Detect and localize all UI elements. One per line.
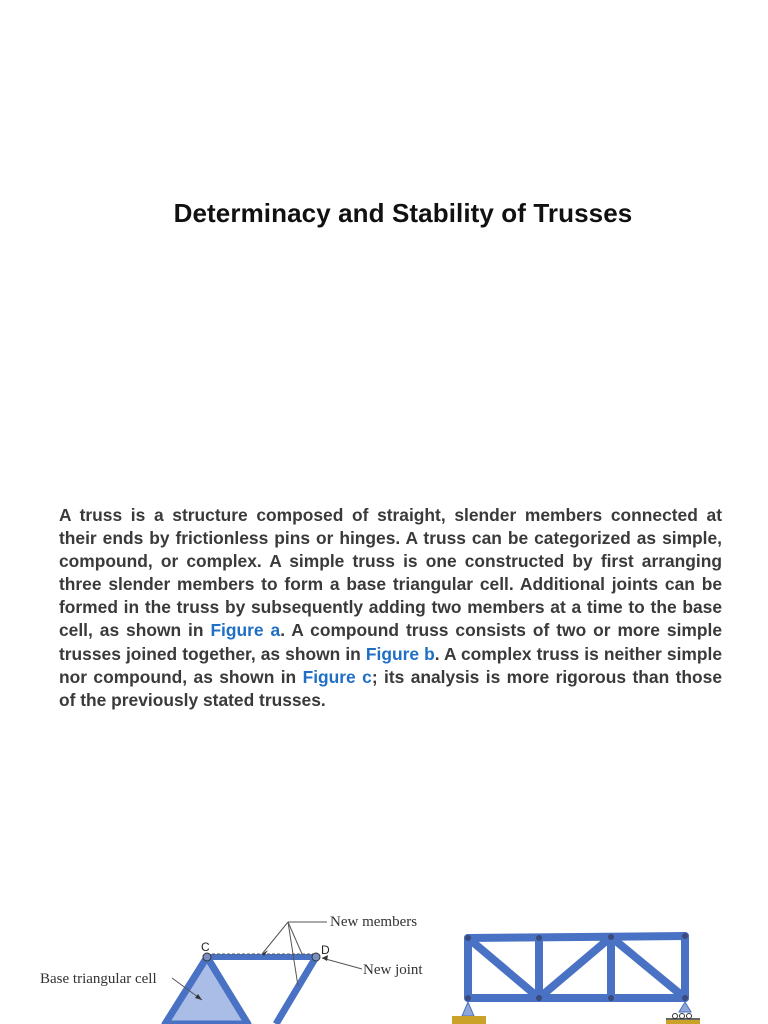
joint xyxy=(536,995,542,1001)
new-member-diagonal xyxy=(276,957,316,1024)
figure-b-compound-truss xyxy=(440,920,710,1024)
support-base xyxy=(666,1020,700,1024)
joint xyxy=(682,995,688,1001)
base-triangular-cell xyxy=(165,957,248,1024)
label-c: C xyxy=(201,940,210,954)
label-new-joint: New joint xyxy=(363,962,423,978)
paragraph-text-3: . A complex truss is neither simple nor compound, as shown in xyxy=(59,643,722,687)
joint xyxy=(465,935,471,941)
diagonal-member xyxy=(539,937,611,998)
figure-a-simple-truss xyxy=(30,900,440,1024)
figure-a-link[interactable]: Figure a xyxy=(210,620,281,641)
label-new-members: New members xyxy=(330,914,418,930)
leader-line xyxy=(322,958,362,969)
leader-line xyxy=(262,922,288,954)
pin-support xyxy=(462,1002,474,1016)
diagonal-member xyxy=(468,938,539,998)
roller xyxy=(673,1014,678,1019)
joint xyxy=(536,935,542,941)
joint xyxy=(682,933,688,939)
roller xyxy=(680,1014,685,1019)
support-base xyxy=(452,1016,486,1024)
label-d: D xyxy=(321,943,330,957)
joint-d xyxy=(312,953,320,961)
figure-b-link[interactable]: Figure b xyxy=(365,643,435,664)
joint xyxy=(608,995,614,1001)
paragraph-text-4: ; its analysis is more rigorous than those of the previously stated trusses. xyxy=(59,666,722,710)
roller xyxy=(687,1014,692,1019)
figure-c-link[interactable]: Figure c xyxy=(302,666,372,687)
joint xyxy=(608,934,614,940)
top-chord xyxy=(468,936,685,938)
paragraph-text-2: . A compound truss consists of two or more simple trusses joined together, as shown in xyxy=(59,620,722,664)
roller-support xyxy=(679,1002,691,1012)
joint xyxy=(465,995,471,1001)
joint-c xyxy=(203,953,211,961)
label-base-cell: Base triangular cell xyxy=(40,971,157,987)
page-title: Determinacy and Stability of Trusses xyxy=(173,198,633,228)
body-paragraph xyxy=(59,504,722,712)
diagonal-member xyxy=(611,937,685,998)
paragraph-text-1: A truss is a structure composed of straight, slender members connected at their ends by frictionless pins or hinges. A truss can be categorized as simple, compound, or complex. A simple truss is one constructed by first arranging three slender members to form a base triangular cell. Additional joints can be formed in the truss by subsequently adding two members at a time to the base cell, as shown in xyxy=(59,505,722,641)
